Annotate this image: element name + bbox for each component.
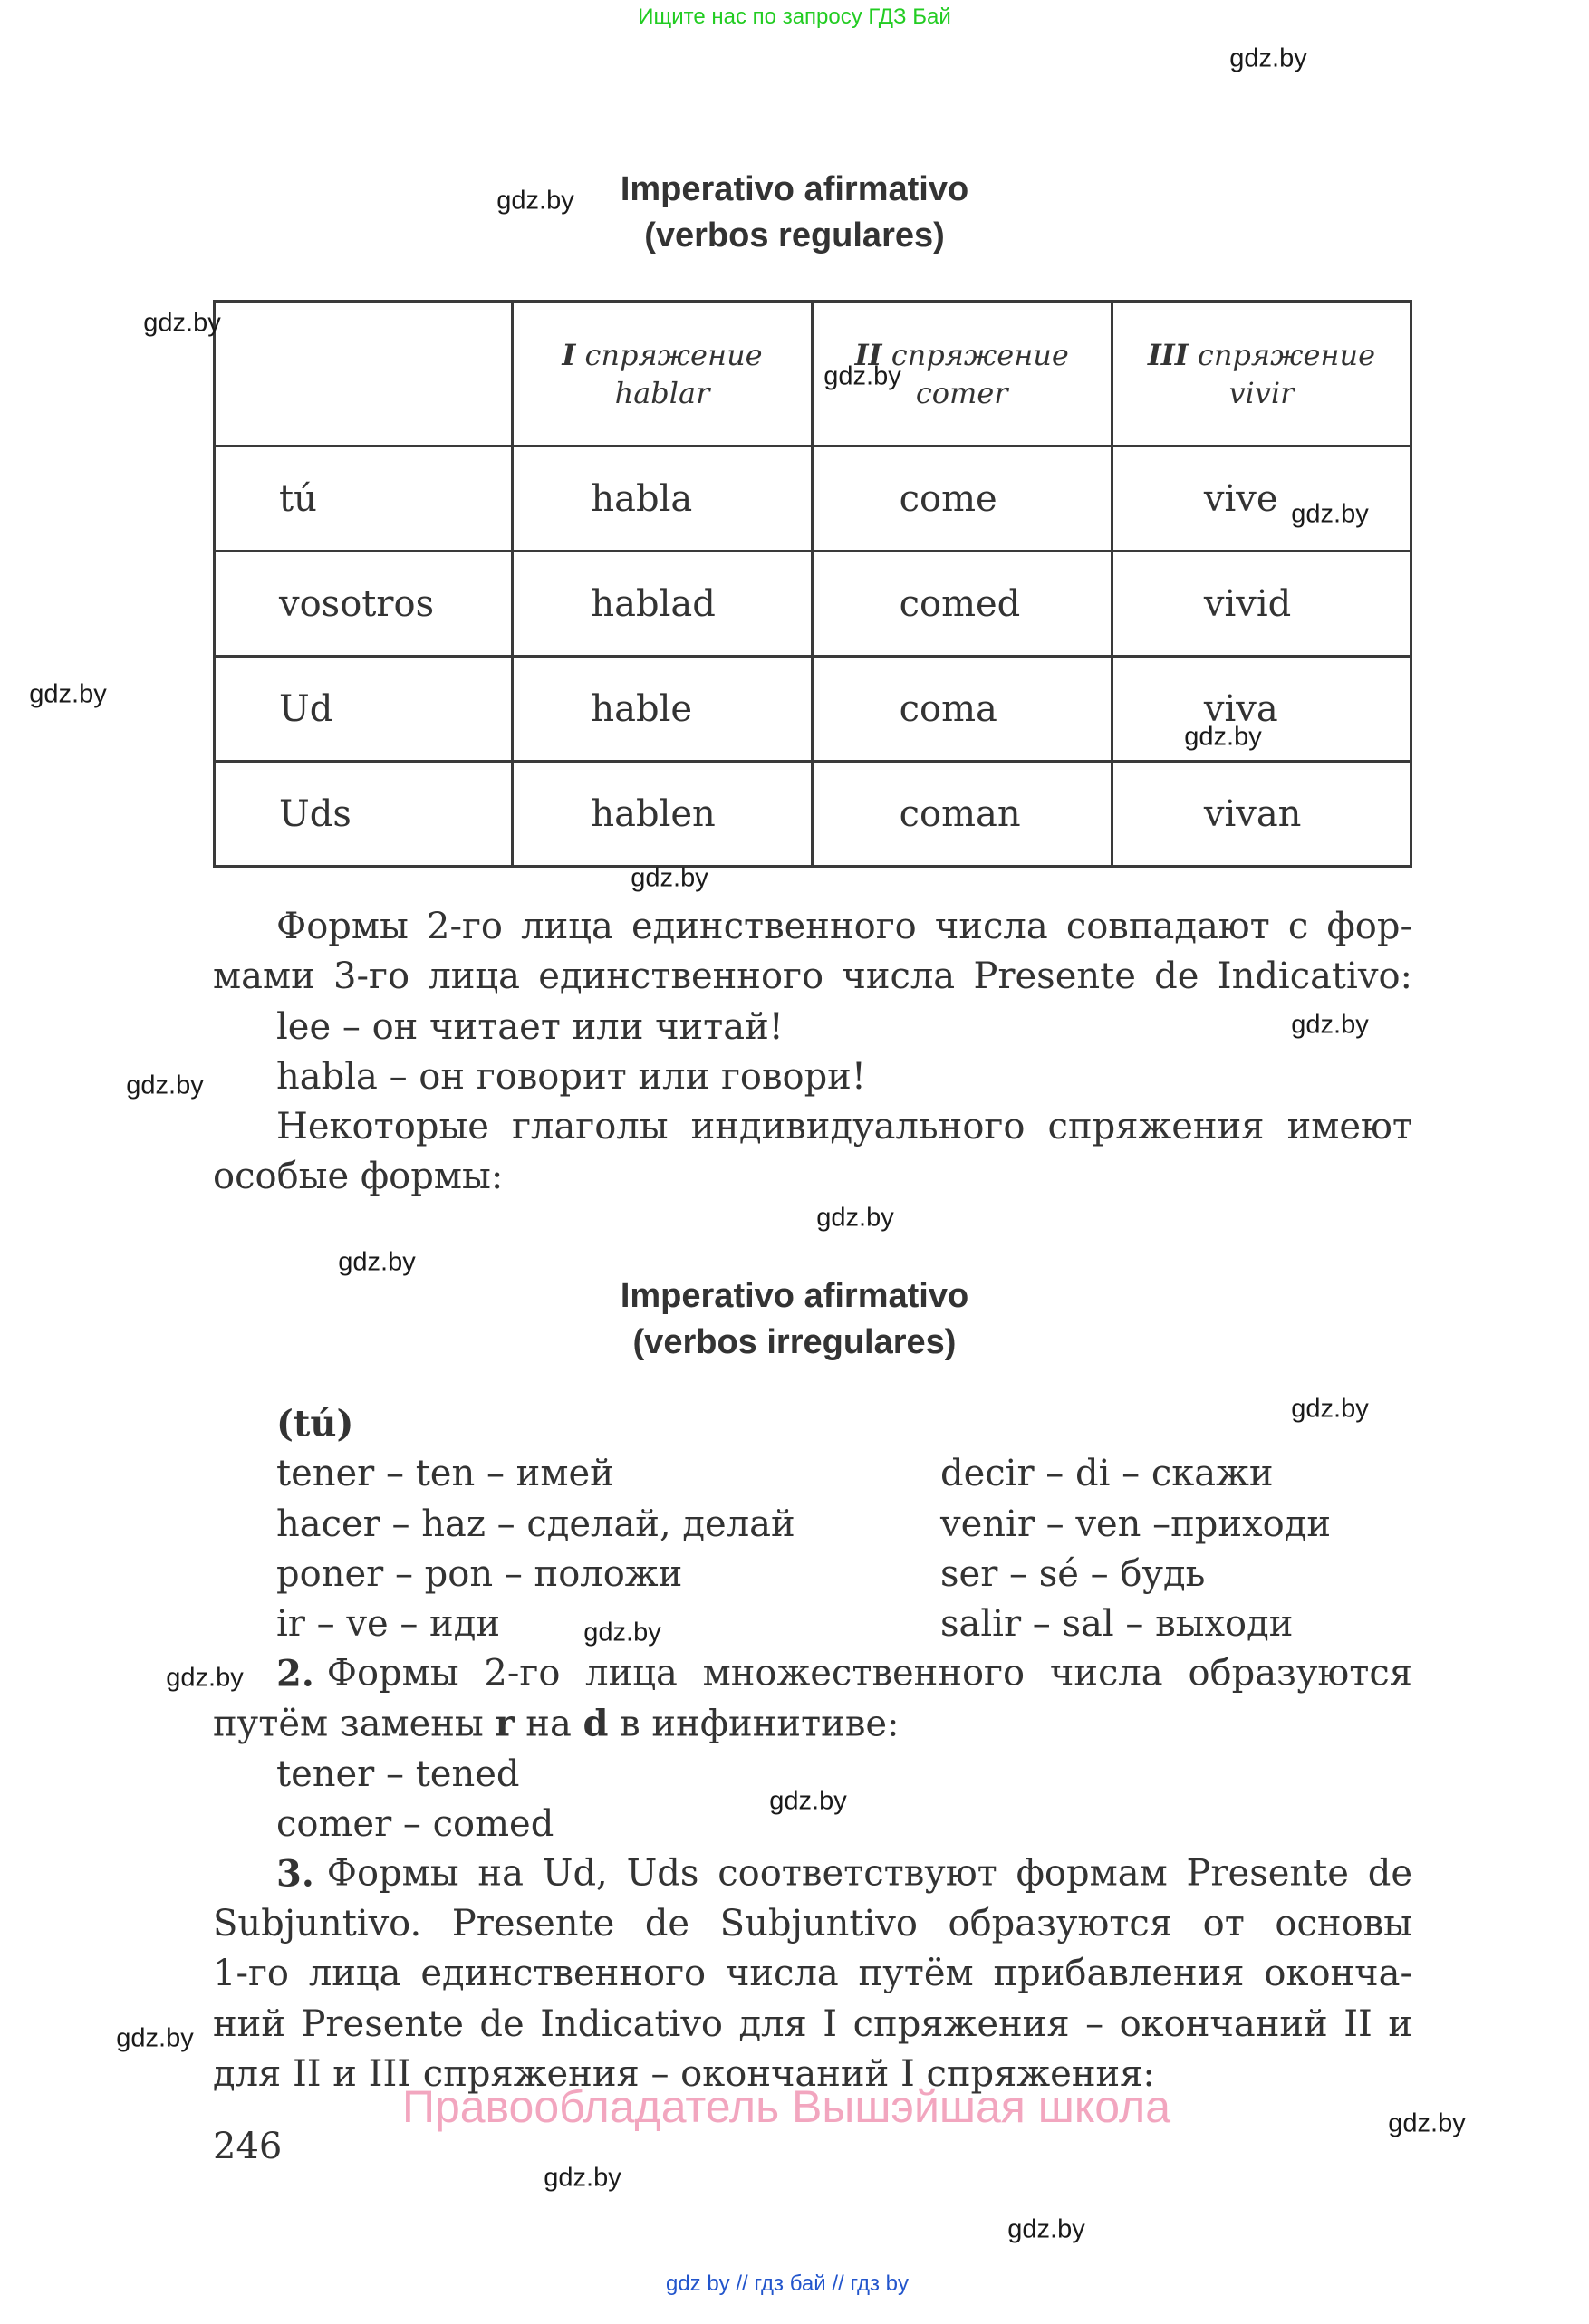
irregular-verb-left: ir – ve – иди	[276, 1603, 500, 1645]
irregular-verb-left: hacer – haz – сделай, делай	[276, 1503, 795, 1545]
point2-text: Формы 2-го лица множественного числа образуются	[326, 1652, 1412, 1695]
point3-line1	[276, 1853, 1412, 1896]
watermark-gdz: gdz.by	[166, 1663, 244, 1693]
section2-subtitle: (verbos irregulares)	[632, 1323, 957, 1361]
form-cell: coman	[812, 762, 1112, 867]
irregular-verb-right: ser – sé – будь	[940, 1553, 1206, 1595]
point2-line1	[276, 1653, 1412, 1695]
text: на	[514, 1703, 583, 1745]
pronoun-cell: vosotros	[215, 552, 513, 657]
point2-number: 2.	[276, 1652, 314, 1695]
section1-subtitle: (verbos regulares)	[644, 216, 945, 254]
header-verb: vivir	[1228, 375, 1295, 410]
pronoun-cell: tú	[215, 447, 513, 552]
header-verb: hablar	[614, 375, 710, 410]
form-cell: comed	[812, 552, 1112, 657]
watermark-gdz: gdz.by	[583, 1618, 661, 1647]
roman-numeral: I	[562, 337, 576, 372]
irregular-verb-left: tener – ten – имей	[276, 1453, 614, 1494]
point3-line: ний Presente de Indicativo для I спряжения – окончаний II и	[213, 2003, 1412, 2045]
text: путём замены	[213, 1703, 496, 1745]
form-cell: hablen	[513, 762, 812, 867]
search-banner: Ищите нас по запросу ГДЗ Бай	[638, 5, 951, 29]
point3-line: Subjuntivo. Presente de Subjuntivo образуются от основы	[213, 1903, 1412, 1945]
footer-links[interactable]: gdz by // гдз бай // гдз by	[665, 2271, 910, 2296]
watermark-gdz: gdz.by	[126, 1071, 204, 1100]
irregular-verb-right: salir – sal – выходи	[940, 1603, 1294, 1645]
watermark-gdz: gdz.by	[143, 308, 221, 338]
watermark-gdz: gdz.by	[496, 186, 574, 216]
text: в инфинитиве:	[608, 1703, 900, 1745]
form-cell: coma	[812, 657, 1112, 762]
table-header-conj-1	[513, 302, 812, 447]
table-row	[215, 762, 1411, 867]
form-cell: vivid	[1112, 552, 1411, 657]
point3-number: 3.	[276, 1852, 314, 1896]
paragraph-line: Некоторые глаголы индивидуального спряжения имеют	[276, 1106, 1412, 1148]
pronoun-cell: Uds	[215, 762, 513, 867]
watermark-gdz: gdz.by	[1184, 722, 1262, 752]
roman-numeral: III	[1147, 337, 1189, 372]
watermark-gdz: gdz.by	[1007, 2214, 1085, 2244]
watermark-gdz: gdz.by	[1291, 1394, 1369, 1424]
point3-line: 1-го лица единственного числа путём прибавления оконча-	[213, 1953, 1412, 1994]
example-line: lee – он читает или читай!	[276, 1006, 784, 1048]
point2-example: comer – comed	[276, 1803, 554, 1845]
table-header-conj-3	[1112, 302, 1411, 447]
table-row	[215, 447, 1411, 552]
point3-line: для II и III спряжения – окончаний I спряжения:	[213, 2053, 1155, 2095]
header-verb: comer	[915, 375, 1008, 410]
form-cell: vivan	[1112, 762, 1411, 867]
watermark-gdz: gdz.by	[1388, 2108, 1466, 2138]
form-cell: vive	[1112, 447, 1411, 552]
conjugation-table	[213, 300, 1412, 868]
paragraph-line: особые формы:	[213, 1156, 504, 1197]
paragraph-line: мами 3-го лица единственного числа Presente de Indicativo:	[213, 956, 1412, 997]
watermark-gdz: gdz.by	[823, 361, 901, 391]
letter-d: d	[583, 1702, 609, 1745]
subheading-tu: (tú)	[276, 1402, 354, 1445]
form-cell: come	[812, 447, 1112, 552]
watermark-gdz: gdz.by	[816, 1203, 894, 1233]
form-cell: viva	[1112, 657, 1411, 762]
point2-example: tener – tened	[276, 1753, 520, 1795]
point2-line2	[213, 1703, 899, 1745]
watermark-gdz: gdz.by	[544, 2163, 621, 2193]
form-cell: hablad	[513, 552, 812, 657]
rights-holder-notice: Правообладатель Вышэйшая школа	[402, 2081, 1170, 2132]
irregular-verb-right: venir – ven –приходи	[940, 1503, 1331, 1545]
point3-text: Формы на Ud, Uds соответствуют формам Presente de	[326, 1852, 1412, 1895]
irregular-verb-right: decir – di – скажи	[940, 1453, 1274, 1494]
watermark-gdz: gdz.by	[338, 1247, 416, 1277]
section1-title: Imperativo afirmativo	[620, 170, 969, 208]
paragraph-line: Формы 2-го лица единственного числа совпадают с фор-	[276, 906, 1412, 947]
example-line: habla – он говорит или говори!	[276, 1056, 866, 1098]
table-row	[215, 552, 1411, 657]
header-label: спряжение	[891, 337, 1069, 372]
header-label: спряжение	[1197, 337, 1376, 372]
watermark-gdz: gdz.by	[1291, 499, 1369, 529]
watermark-gdz: gdz.by	[29, 679, 107, 709]
roman-numeral: II	[854, 337, 882, 372]
watermark-gdz: gdz.by	[631, 863, 708, 893]
section2-title: Imperativo afirmativo	[620, 1277, 969, 1315]
watermark-gdz: gdz.by	[769, 1786, 847, 1816]
watermark-gdz: gdz.by	[116, 2023, 194, 2053]
letter-r: r	[495, 1702, 515, 1745]
pronoun-cell: Ud	[215, 657, 513, 762]
table-header-row	[215, 302, 1411, 447]
header-label: спряжение	[584, 337, 763, 372]
form-cell: hable	[513, 657, 812, 762]
watermark-gdz: gdz.by	[1291, 1010, 1369, 1040]
form-cell: habla	[513, 447, 812, 552]
table-header-empty	[215, 302, 513, 447]
page-number: 246	[213, 2126, 283, 2167]
watermark-gdz: gdz.by	[1229, 43, 1307, 73]
irregular-verb-left: poner – pon – положи	[276, 1553, 683, 1595]
